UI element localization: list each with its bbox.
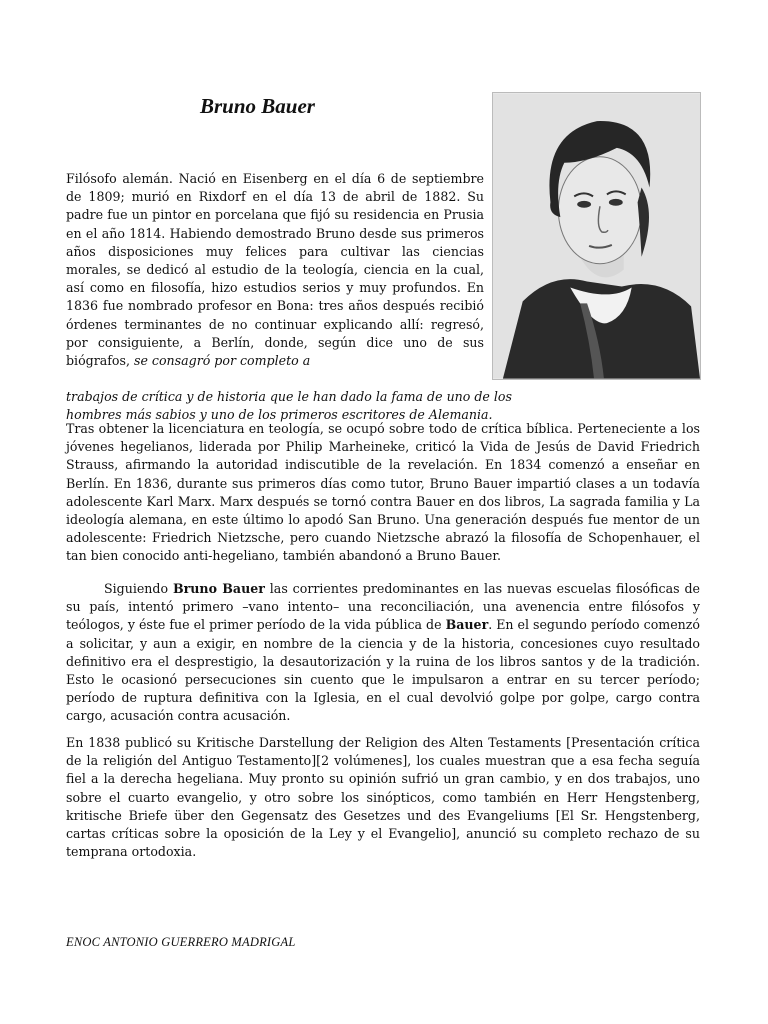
portrait-image	[492, 92, 701, 380]
paragraph-intro	[66, 170, 484, 370]
paragraph-periods	[66, 580, 700, 726]
paragraph-periods-bold-surname: Bauer	[445, 617, 489, 633]
paragraph-periods-middle: las corrientes predominantes en las nuevas escuelas filosóficas de su país, intentó primero –vano intento– una reconciliación, una avenencia entre filósofos y teólogos, y éste fue el primer período de la vida pública de	[66, 581, 700, 633]
paragraph-periods-bold-name: Bruno Bauer	[172, 581, 265, 596]
paragraph-biblical-criticism: Tras obtener la licenciatura en teología, se ocupó sobre todo de crítica bíblica. Perteneciente a los jóvenes hegelianos, liderada por Philip Marheineke, criticó la Vida de Jesús de David Friedrich Strauss, afirmando la autoridad indiscutible de la revelación. En 1834 comenzó a enseñar en Berlín. En 1836, durante sus primeros días como tutor, Bruno Bauer impartió clases a un todavía adolescente Karl Marx. Marx después se tornó contra Bauer en dos libros, La sagrada familia y La ideología alemana, en este último lo apodó San Bruno. Una generación después fue mentor de un adolescente: Friedrich Nietzsche, pero cuando Nietzsche abrazó la filosofía de Schopenhauer, el tan bien conocido anti-hegeliano, también abandonó a Bruno Bauer.	[66, 421, 700, 564]
paragraph-intro-italic: se consagró por completo a	[134, 353, 311, 369]
paragraph-periods-intro: Siguiendo	[104, 581, 169, 596]
page-title: Bruno Bauer	[200, 94, 315, 118]
author-footer: ENOC ANTONIO GUERRERO MADRIGAL	[66, 935, 296, 949]
paragraph-intro-italic-tail: trabajos de crítica y de historia que le han dado la fama de uno de los hombres más sabios y uno de los primeros escritores de Alemania.	[66, 389, 512, 423]
paragraph-intro-text: Filósofo alemán. Nació en Eisenberg en el día 6 de septiembre de 1809; murió en Rixdorf en el día 13 de abril de 1882. Su padre fue un pintor en porcelana que fijó su residencia en Prusia en el año 1814. Habiendo demostrado Bruno desde sus primeros años disposiciones muy felices para cultivar las ciencias morales, se dedicó al estudio de la teología, ciencia en la cual, así como en filosofía, hizo estudios serios y muy profundos. En 1836 fue nombrado profesor en Bona: tres años después recibió órdenes terminantes de no continuar explicando allí: regresó, por consiguiente, a Berlín, donde, según dice uno de sus biógrafos,	[66, 171, 484, 369]
paragraph-publications: En 1838 publicó su Kritische Darstellung der Religion des Alten Testaments [Presentación crítica de la religión del Antiguo Testamento][2 volúmenes], los cuales muestran que a esa fecha seguía fiel a la derecha hegeliana. Muy pronto su opinión sufrió un gran cambio, y en dos trabajos, uno sobre el cuarto evangelio, y otro sobre los sinópticos, como también en Herr Hengstenberg, kritische Briefe über den Gegensatz des Gesetzes und des Evangeliums [El Sr. Hengstenberg, cartas críticas sobre la oposición de la Ley y el Evangelio], anunció su completo rechazo de su temprana ortodoxia.	[66, 735, 700, 860]
paragraph-periods-rest: . En el segundo período comenzó a solicitar, y aun a exigir, en nombre de la ciencia y de la historia, concesiones cuyo resultado definitivo era el desprestigio, la desautorización y la ruina de los libros santos y de la tradición. Esto le ocasionó persecuciones sin cuento que le impulsaron a entrar en su tercer período; período de ruptura definitiva con la Iglesia, en el cual devolvió golpe por golpe, cargo contra cargo, acusación contra acusación.	[66, 617, 701, 724]
